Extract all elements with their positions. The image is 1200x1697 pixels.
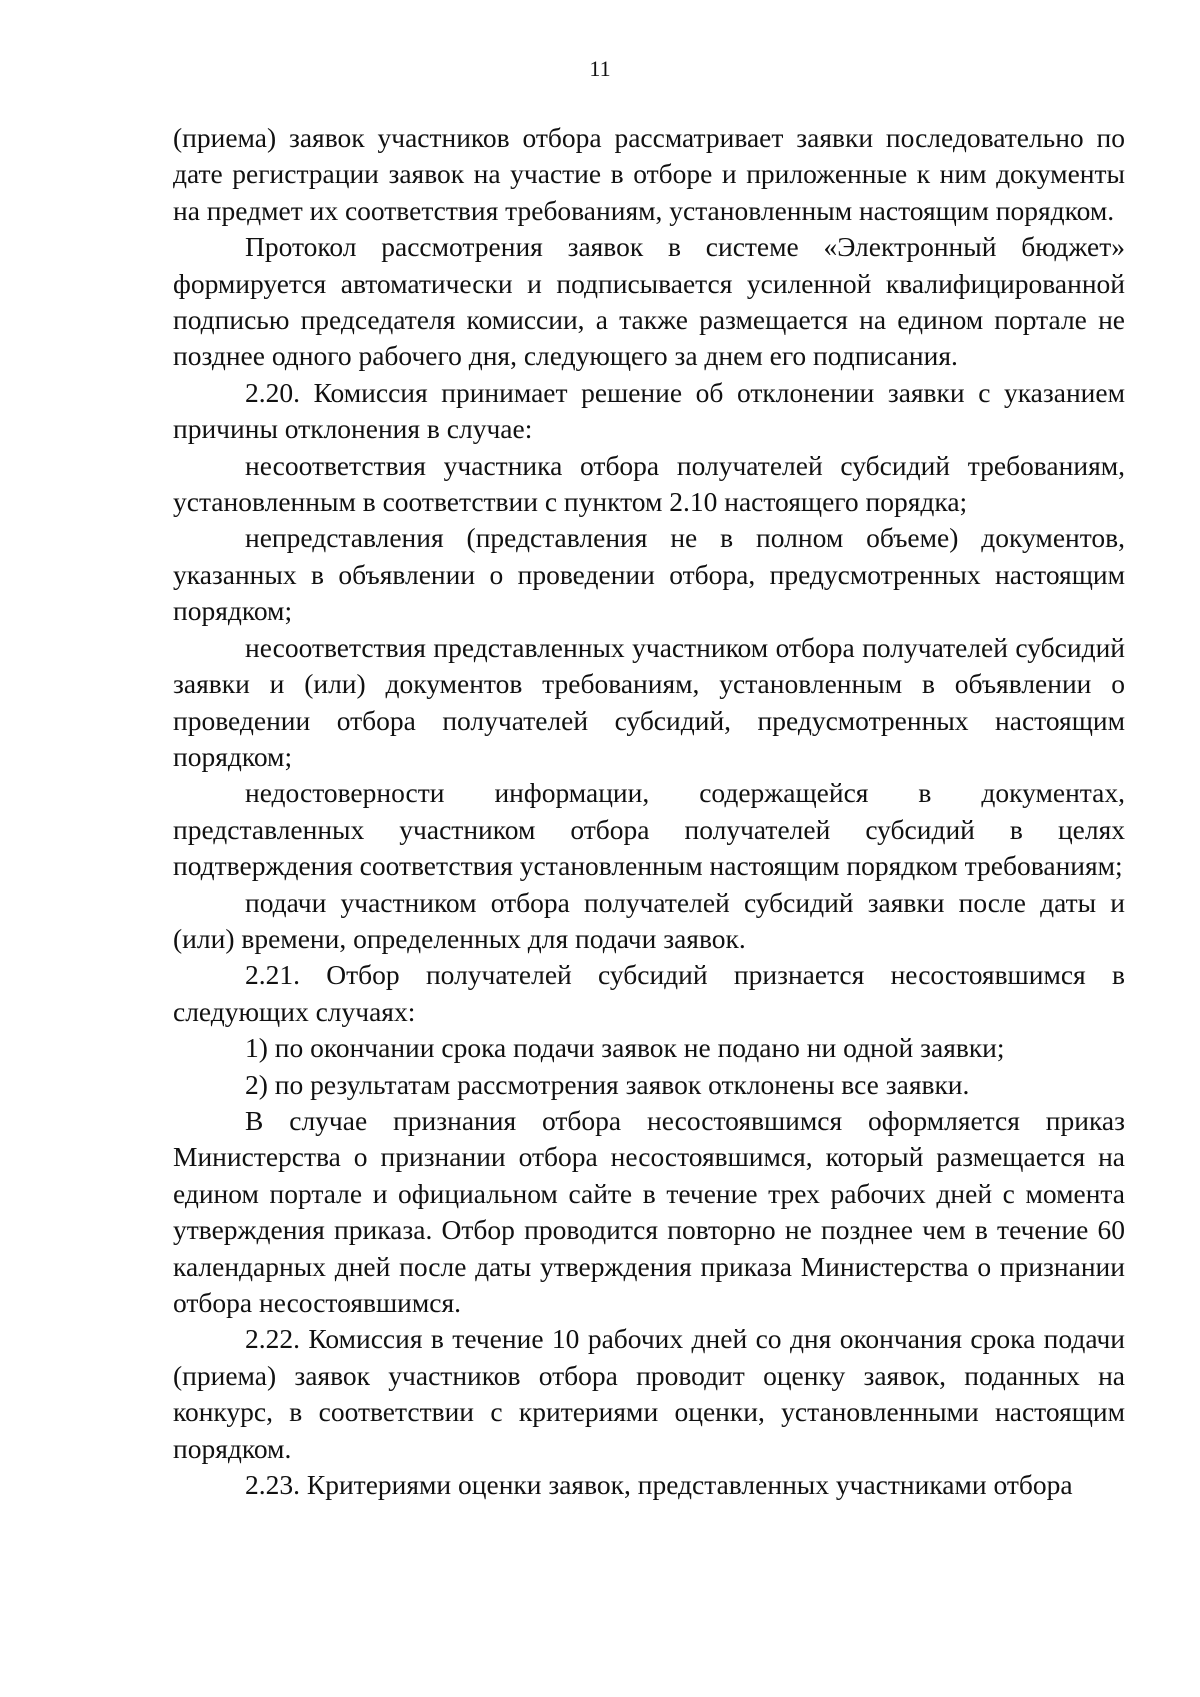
paragraph: 2.21. Отбор получателей субсидий признается несостоявшимся в следующих случаях:	[173, 959, 1125, 1027]
paragraph: 2.23. Критериями оценки заявок, представленных участниками отбора	[245, 1469, 1073, 1501]
paragraph: Протокол рассмотрения заявок в системе «Электронный бюджет» формируется автоматически и подписывается усиленной квалифицированной подписью председателя комиссии, а также размещается на едином портале не позднее одного рабочего дня, следующего за днем его подписания.	[173, 231, 1125, 372]
paragraph: 2.20. Комиссия принимает решение об отклонении заявки с указанием причины отклонения в случае:	[173, 376, 1125, 445]
paragraph: 2.22. Комиссия в течение 10 рабочих дней со дня окончания срока подачи (приема) заявок участников отбора проводит оценку заявок, поданных на конкурс, в соответствии с критериями оценки, установленными настоящим порядком.	[173, 1323, 1125, 1464]
paragraph: подачи участником отбора получателей субсидий заявки после даты и (или) времени, определенных для подачи заявок.	[173, 886, 1125, 954]
paragraph: 2) по результатам рассмотрения заявок отклонены все заявки.	[245, 1068, 970, 1100]
paragraph: непредставления (представления не в полном объеме) документов, указанных в объявлении о проведении отбора, предусмотренных настоящим порядком;	[173, 522, 1125, 627]
paragraph: В случае признания отбора несостоявшимся оформляется приказ Министерства о признании отбора несостоявшимся, который размещается на едином портале и официальном сайте в течение трех рабочих дней с момента утверждения приказа. Отбор проводится повторно не позднее чем в течение 60 календарных дней после даты утверждения приказа Министерства о признании отбора несостоявшимся.	[173, 1104, 1125, 1318]
document-body	[173, 120, 1125, 1503]
paragraph: 1) по окончании срока подачи заявок не подано ни одной заявки;	[245, 1032, 1005, 1064]
paragraph: несоответствия участника отбора получателей субсидий требованиям, установленным в соответствии с пунктом 2.10 настоящего порядка;	[173, 449, 1125, 518]
paragraph: несоответствия представленных участником отбора получателей субсидий заявки и (или) документов требованиям, установленным в объявлении о проведении отбора получателей субсидий, предусмотренных настоящим порядком;	[173, 631, 1125, 772]
paragraph: недостоверности информации, содержащейся в документах, представленных участником отбора получателей субсидий в целях подтверждения соответствия установленным настоящим порядком требованиям;	[173, 777, 1125, 882]
page-number: 11	[589, 56, 611, 81]
paragraph: (приема) заявок участников отбора рассматривает заявки последовательно по дате регистрации заявок на участие в отборе и приложенные к ним документы на предмет их соответствия требованиям, установленным настоящим порядком.	[173, 122, 1125, 226]
